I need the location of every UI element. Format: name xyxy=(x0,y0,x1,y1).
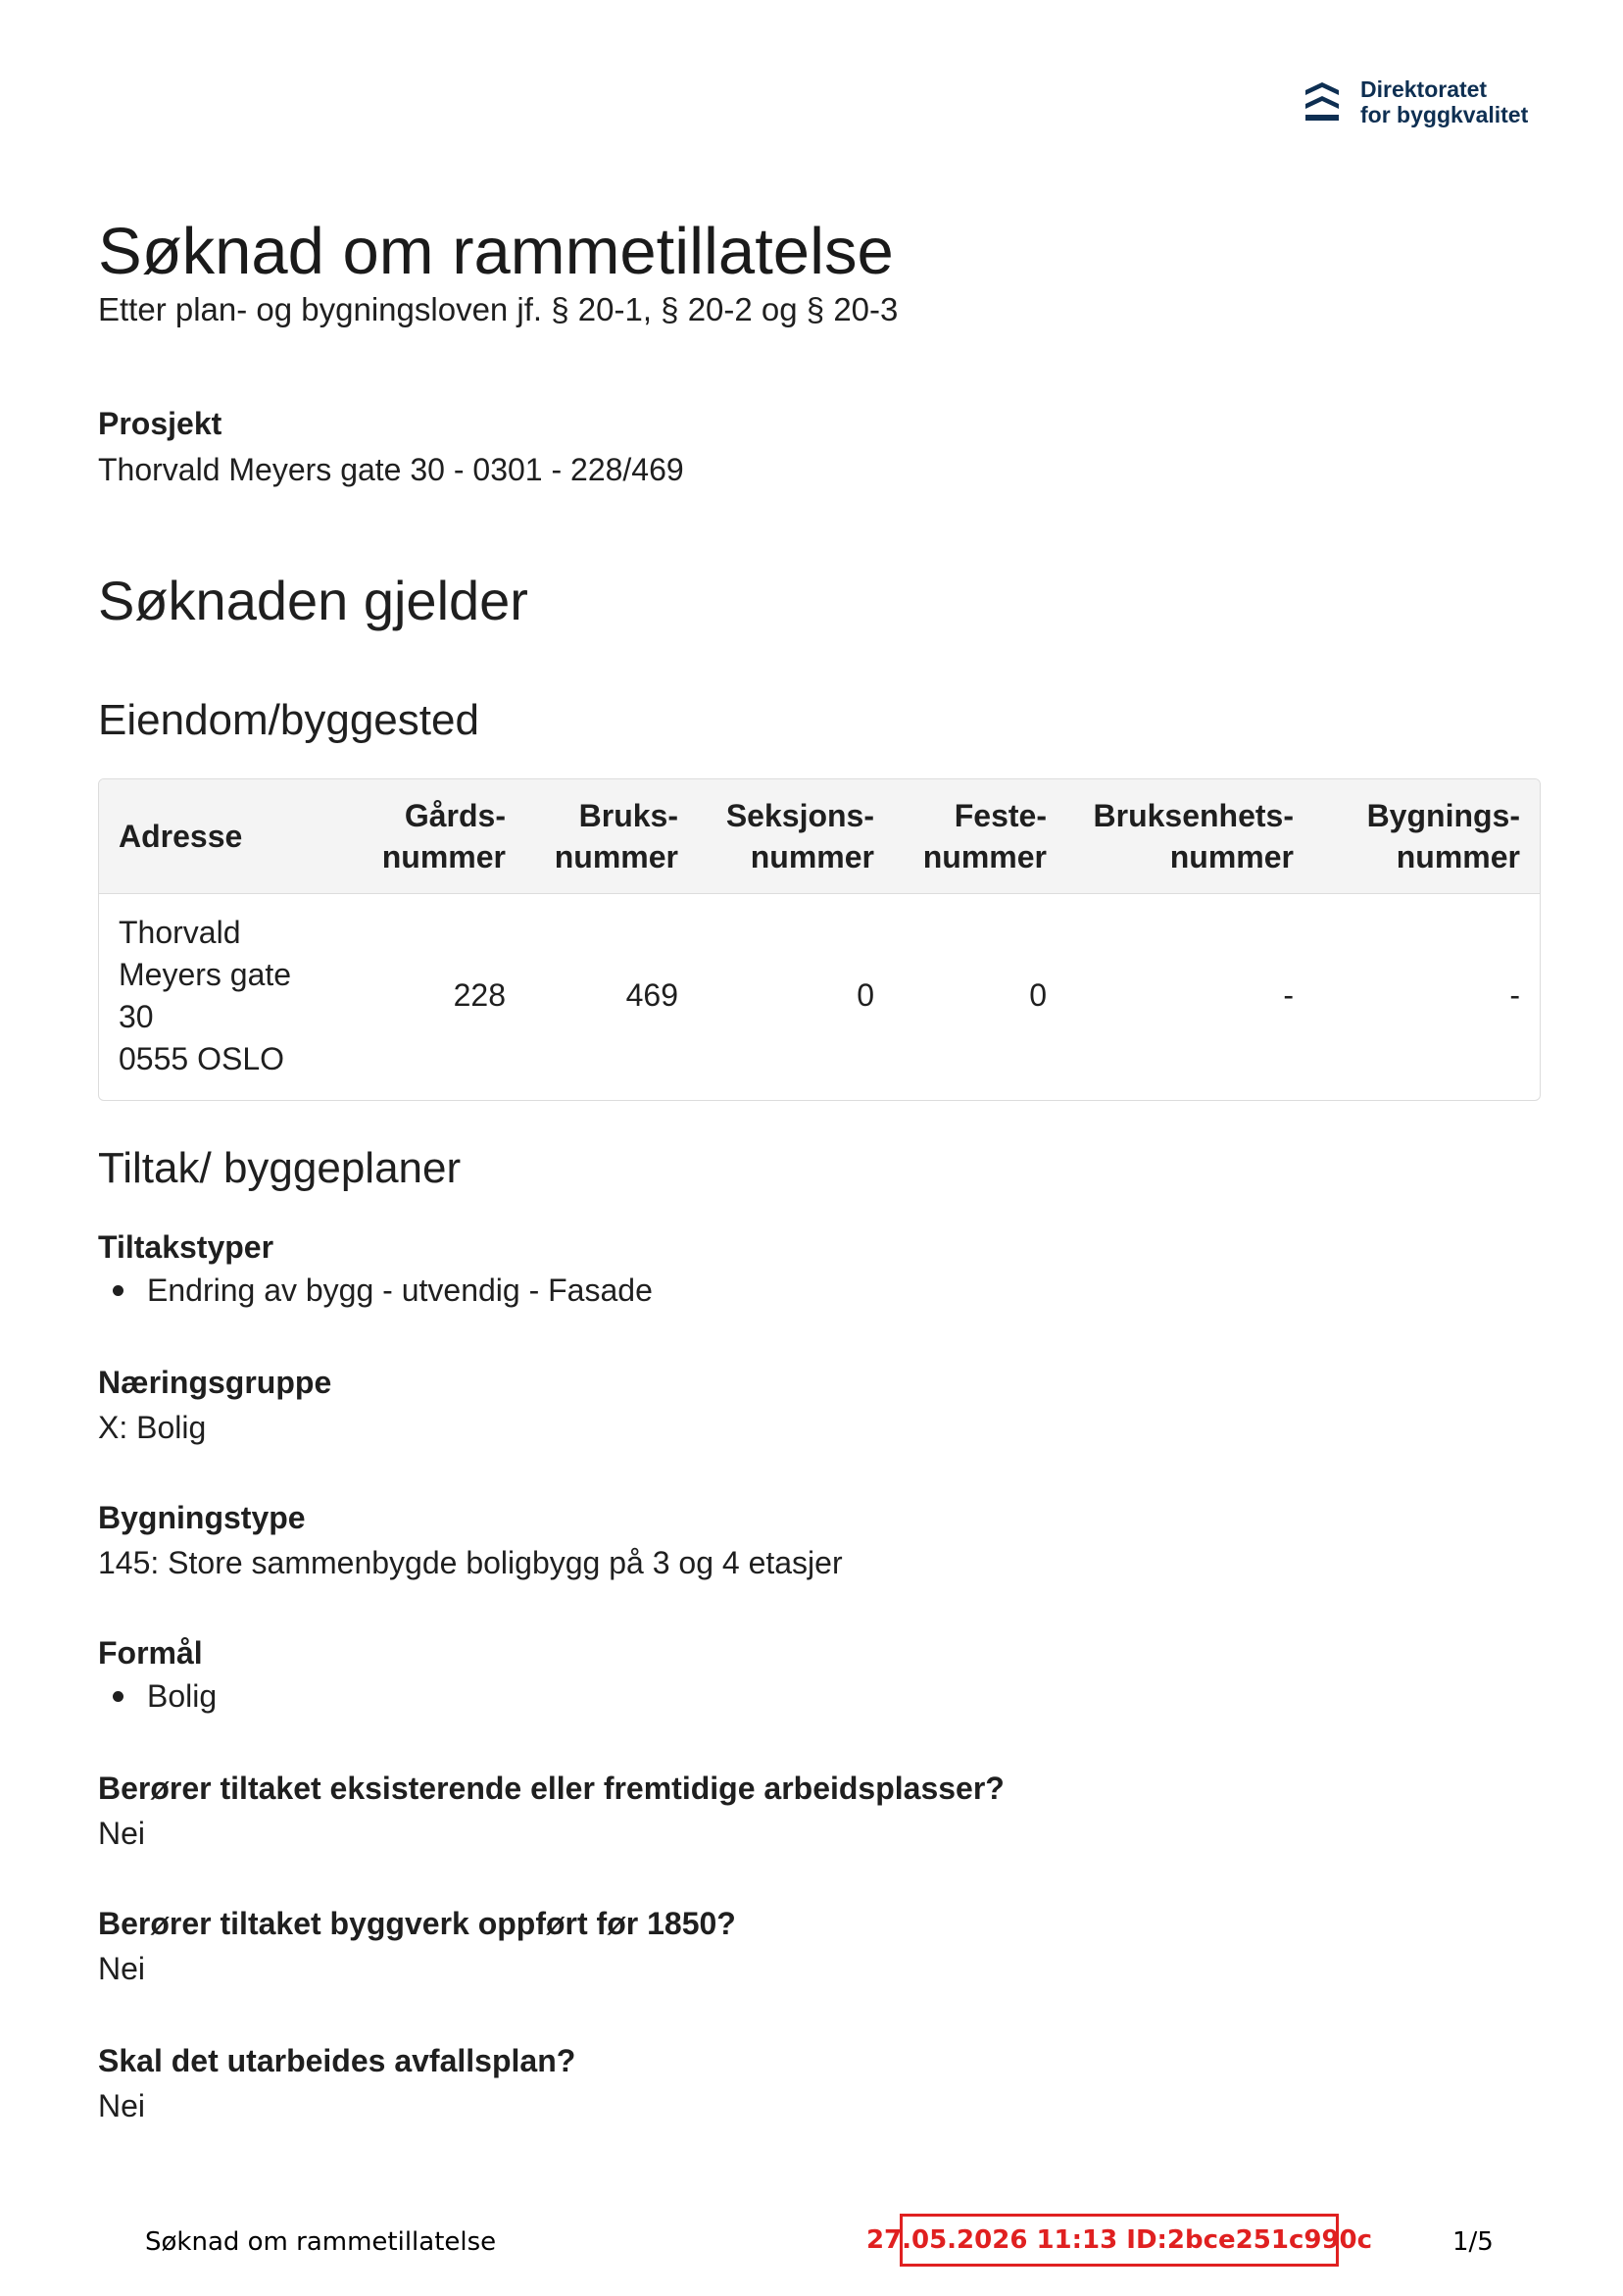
naeringsgruppe-label: Næringsgruppe xyxy=(98,1365,332,1400)
list-item: Endring av bygg - utvendig - Fasade xyxy=(98,1271,653,1310)
cell-bygningsnummer: - xyxy=(1509,977,1520,1013)
project-value: Thorvald Meyers gate 30 - 0301 - 228/469 xyxy=(98,452,684,487)
list-item: Bolig xyxy=(98,1676,217,1716)
column-header-gardsnummer: Gårds- nummer xyxy=(381,797,506,874)
arbeidsplasser-question: Berører tiltaket eksisterende eller fremtidige arbeidsplasser? xyxy=(98,1771,1005,1806)
bullet-icon xyxy=(113,1285,123,1296)
logo-text xyxy=(1360,76,1528,127)
column-header-festenummer: Feste- nummer xyxy=(922,797,1047,874)
avfallsplan-answer: Nei xyxy=(98,2088,146,2123)
formal-label: Formål xyxy=(98,1635,203,1671)
page-title: Søknad om rammetillatelse xyxy=(98,215,894,288)
column-header-adresse: Adresse xyxy=(119,818,243,854)
byggverk-1850-answer: Nei xyxy=(98,1951,146,1986)
bygningstype-value: 145: Store sammenbygde boligbygg på 3 og 4 etasjer xyxy=(98,1545,843,1580)
tiltakstyper-label: Tiltakstyper xyxy=(98,1229,274,1265)
column-header-bruksenhetsnummer: Bruksenhets- nummer xyxy=(1093,797,1294,874)
footer-title: Søknad om rammetillatelse xyxy=(145,2227,497,2257)
logo-line-2: for byggkvalitet xyxy=(1360,102,1529,127)
arbeidsplasser-answer: Nei xyxy=(98,1816,146,1851)
project-label: Prosjekt xyxy=(98,406,222,441)
cell-gardsnummer: 228 xyxy=(453,977,506,1013)
bullet-icon xyxy=(113,1691,123,1702)
cell-festenummer: 0 xyxy=(1029,977,1047,1013)
bygningstype-label: Bygningstype xyxy=(98,1500,306,1535)
timestamp-id-stamp: 27.05.2026 11:13 ID:2bce251c990c xyxy=(900,2214,1339,2267)
cell-bruksnummer: 469 xyxy=(625,977,678,1013)
formal-list xyxy=(98,1676,217,1716)
table-row xyxy=(99,893,1540,1100)
logo-line-1: Direktoratet xyxy=(1360,76,1488,102)
column-header-bruksnummer: Bruks- nummer xyxy=(554,797,678,874)
logo xyxy=(1303,76,1528,127)
page-number: 1/5 xyxy=(1452,2227,1494,2257)
column-header-bygningsnummer: Bygnings- nummer xyxy=(1366,797,1520,874)
column-header-seksjonsnummer: Seksjons- nummer xyxy=(725,797,874,874)
property-heading: Eiendom/byggested xyxy=(98,696,479,744)
cell-bruksenhetsnummer: - xyxy=(1283,977,1294,1013)
cell-adresse: Thorvald Meyers gate 30 0555 OSLO xyxy=(119,914,292,1076)
byggverk-1850-question: Berører tiltaket byggverk oppført før 1850? xyxy=(98,1906,736,1941)
tiltak-heading: Tiltak/ byggeplaner xyxy=(98,1144,462,1192)
page-subtitle: Etter plan- og bygningsloven jf. § 20-1, § 20-2 og § 20-3 xyxy=(98,291,899,327)
cell-seksjonsnummer: 0 xyxy=(857,977,874,1013)
dibk-logo-icon xyxy=(1303,78,1341,125)
avfallsplan-question: Skal det utarbeides avfallsplan? xyxy=(98,2043,576,2078)
property-table xyxy=(98,778,1541,1101)
tiltakstyper-list xyxy=(98,1271,653,1310)
naeringsgruppe-value: X: Bolig xyxy=(98,1410,207,1445)
section-heading: Søknaden gjelder xyxy=(98,570,528,631)
table-header-row xyxy=(99,779,1540,893)
